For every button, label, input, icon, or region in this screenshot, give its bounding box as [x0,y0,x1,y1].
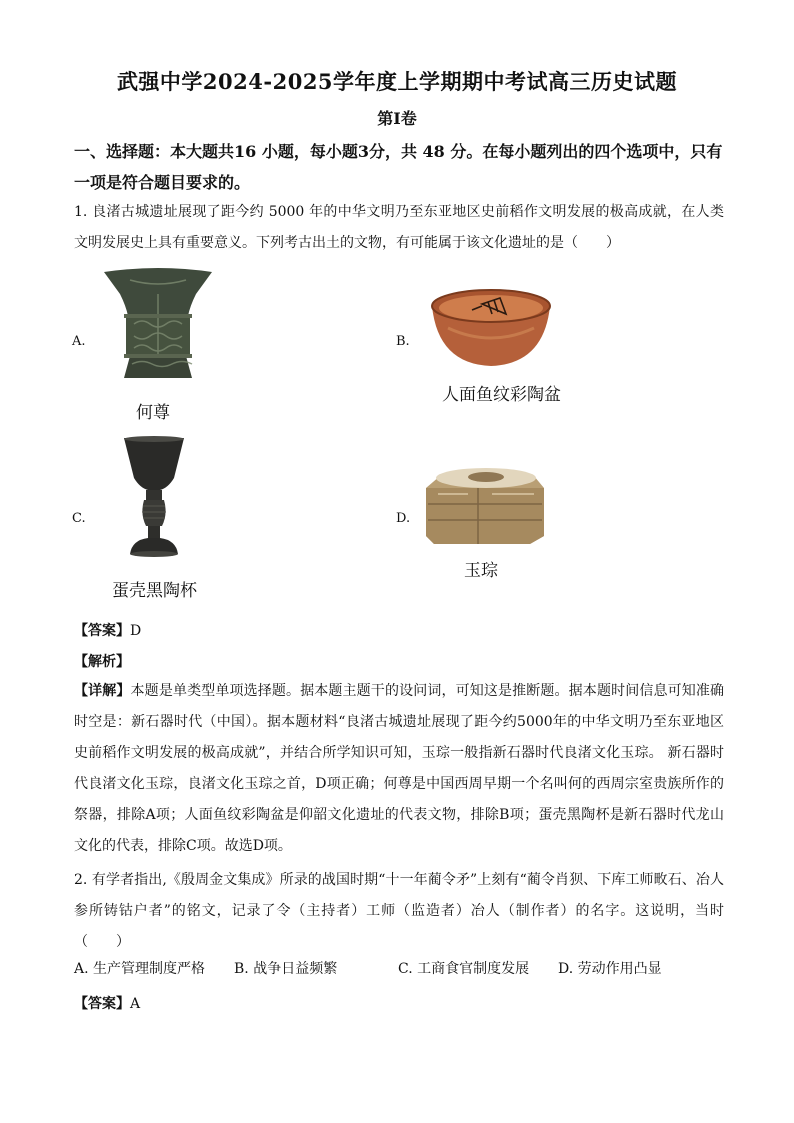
option-a-caption: 何尊 [136,403,170,423]
q1-detail [74,676,724,862]
question-1-stem: 1. 良渚古城遗址展现了距今约 5000 年的中华文明乃至东亚地区史前稻作文明发展的极高成就，在人类文明发展史上具有重要意义。下列考古出土的文物，有可能属于该文化遗址的是（ ） [74,204,724,251]
black-pottery-cup-image [120,436,188,558]
q1-answer [74,620,141,640]
q1-analysis-label: 【解析】 [74,654,130,670]
jade-cong-image [418,458,550,546]
q2-answer-label: 【答案】 [74,996,130,1012]
volume-label: 第Ⅰ卷 [377,109,417,128]
q2-answer [74,993,140,1013]
q2-answer-value: A [130,996,141,1012]
option-b-caption: 人面鱼纹彩陶盆 [442,385,561,405]
painted-pottery-basin-image [428,288,554,370]
q2-option-a: A. 生产管理制度严格 [74,961,206,977]
q2-option-d: D. 劳动作用凸显 [558,961,662,977]
option-c-letter: C. [72,511,86,526]
option-c-caption: 蛋壳黑陶杯 [112,581,197,601]
question-2-stem: 2. 有学者指出,《殷周金文集成》所录的战国时期“十一年蔺令矛”上刻有“蔺令肖狈、下库工师畋石、冶人参所铸钴户者”的铭文，记录了令（主持者）工师（监造者）冶人（制作者）的名字。这说明，当时（ ） [74,872,724,950]
option-b-letter: B. [396,334,410,349]
section-instructions: 一、选择题：本大题共16 小题，每小题3分，共 48 分。在每小题列出的四个选项中，只有一项是符合题目要求的。 [74,142,723,192]
bronze-zun-vessel-image [100,266,216,382]
q1-detail-text: 本题是单类型单项选择题。据本题主题干的设问词，可知这是推断题。据本题时间信息可知准确时空是：新石器时代（中国）。据本题材料“良渚古城遗址展现了距今约5000年的中华文明乃至东亚地区史前稻作文明发展的极高成就”，并结合所学知识可知，玉琮一般指新石器时代良渚文化玉琮。 新石器时代良渚文化玉琮，良渚文化玉琮之首，D项正确；何尊是中国西周早期一个名叫何的西周宗室贵族所作的祭器，排除A项；人面鱼纹彩陶盆是仰韶文化遗址的代表文物，排除B项；蛋壳黑陶杯是新石器时代龙山文化的代表，排除C项。故选D项。 [74,683,725,854]
exam-title: 武强中学2024-2025学年度上学期期中考试高三历史试题 [116,69,678,94]
option-a-letter: A. [72,334,86,349]
q2-option-b: B. 战争日益频繁 [234,961,338,977]
q1-answer-value: D [130,623,142,639]
q1-answer-label: 【答案】 [74,623,130,639]
option-d-caption: 玉琮 [464,561,498,581]
option-d-letter: D. [396,511,411,526]
q1-detail-label: 【详解】 [74,683,131,699]
q2-option-c: C. 工商食官制度发展 [398,961,530,977]
